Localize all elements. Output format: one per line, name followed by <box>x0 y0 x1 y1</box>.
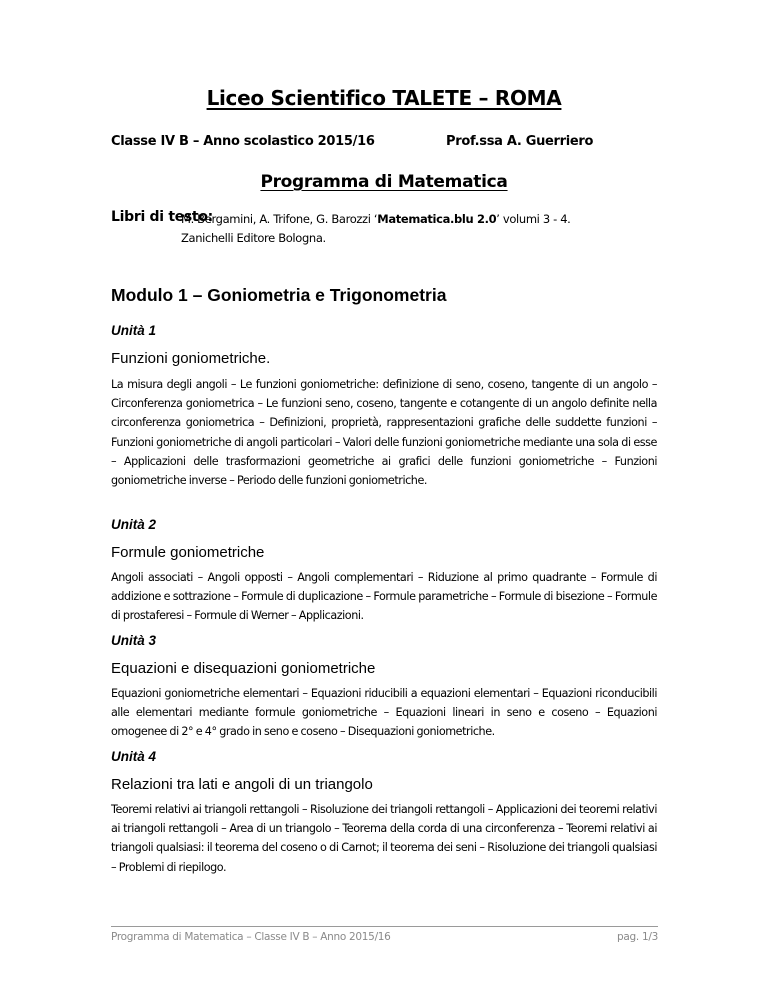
textbook-publisher: Zanichelli Editore Bologna. <box>181 231 326 245</box>
unit-label: Unità 4 <box>111 749 157 764</box>
unit-body: La misura degli angoli – Le funzioni goniometriche: definizione di seno, coseno, tangente di un angolo – Circonferenza goniometrica – Le funzioni seno, coseno, tangente e cotangente di un angolo definite nella circonferenza goniometrica – Definizioni, proprietà, rappresentazioni grafiche delle suddette funzioni – Funzioni goniometriche di angoli particolari – Valori delle funzioni goniometriche mediante una sola di esse – Applicazioni delle trasformazioni geometriche ai grafici delle funzioni goniometriche – Funzioni goniometriche inverse – Periodo delle funzioni goniometriche. <box>111 378 657 488</box>
program-title: Programma di Matematica <box>260 172 508 192</box>
page-number: pag. 1/3 <box>617 931 658 943</box>
unit-subtitle: Relazioni tra lati e angoli di un triangolo <box>111 776 373 793</box>
unit-subtitle: Funzioni goniometriche. <box>111 350 271 367</box>
textbook-volumes: ’ volumi 3 - 4. <box>496 212 571 226</box>
textbook-authors: M. Bergamini, A. Trifone, G. Barozzi ‘ <box>181 212 378 226</box>
unit-body: Equazioni goniometriche elementari – Equazioni riducibili a equazioni elementari – Equazioni riconducibili alle elementari mediante formule goniometriche – Equazioni lineari in seno e coseno – Equazioni omogenee di 2° e 4° grado in seno e coseno – Disequazioni goniometriche. <box>111 687 657 739</box>
teacher-name: Prof.ssa A. Guerriero <box>446 134 594 149</box>
school-title: Liceo Scientifico TALETE – ROMA <box>206 86 562 110</box>
unit-label: Unità 1 <box>111 323 157 338</box>
unit-label: Unità 2 <box>111 517 157 532</box>
textbook-title: Matematica.blu 2.0 <box>377 212 497 226</box>
unit-subtitle: Equazioni e disequazioni goniometriche <box>111 660 376 677</box>
footer-text: Programma di Matematica – Classe IV B – Anno 2015/16 <box>111 931 391 943</box>
textbooks-label: Libri di testo: <box>111 209 213 225</box>
class-year-line: Classe IV B – Anno scolastico 2015/16 <box>111 134 375 149</box>
unit-label: Unità 3 <box>111 633 157 648</box>
footer-divider <box>111 926 658 927</box>
unit-subtitle: Formule goniometriche <box>111 544 265 561</box>
module-title: Modulo 1 – Goniometria e Trigonometria <box>111 285 447 305</box>
unit-body: Angoli associati – Angoli opposti – Angoli complementari – Riduzione al primo quadrante – Formule di addizione e sottrazione – Formule di duplicazione – Formule parametriche – Formule di bisezione – Formule di prostaferesi – Formule di Werner – Applicazioni. <box>111 571 657 623</box>
textbooks-text <box>181 210 661 248</box>
unit-body: Teoremi relativi ai triangoli rettangoli – Risoluzione dei triangoli rettangoli – Applicazioni dei teoremi relativi ai triangoli rettangoli – Area di un triangolo – Teorema della corda di una circonferenza – Teoremi relativi ai triangoli qualsiasi: il teorema del coseno o di Carnot; il teorema dei seni – Risoluzione dei triangoli qualsiasi – Problemi di riepilogo. <box>111 803 657 874</box>
